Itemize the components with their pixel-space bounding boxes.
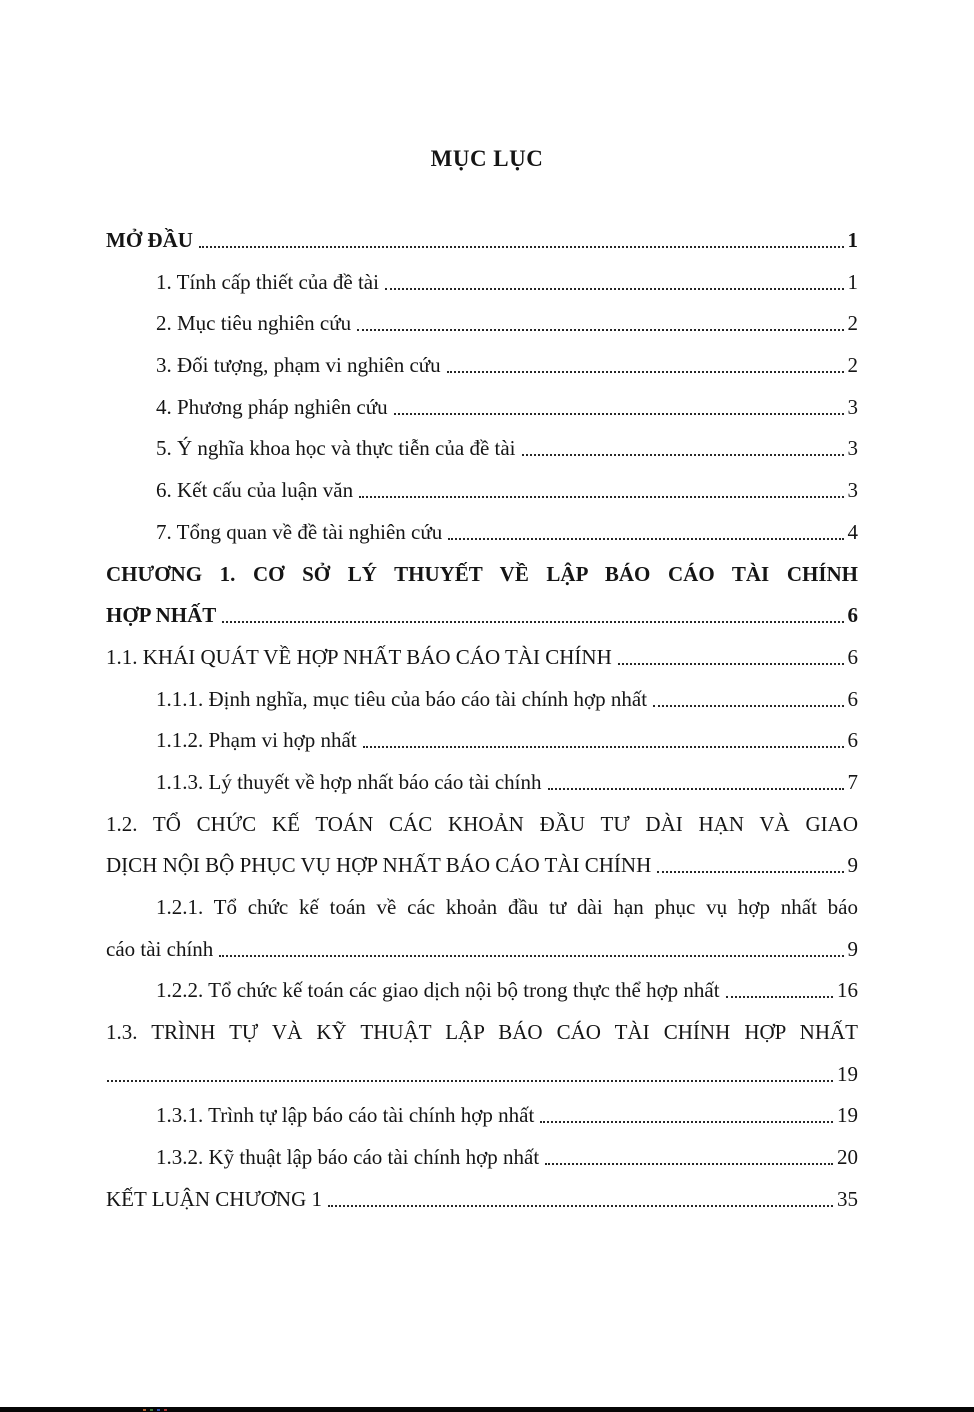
page-number: 3 <box>847 394 858 419</box>
dot-leader <box>657 871 843 873</box>
entry-text: 1.3.1. Trình tự lập báo cáo tài chính hợp nhất <box>156 1103 535 1128</box>
toc-entry-1-2-1-line2 <box>106 929 858 971</box>
dot-leader <box>548 788 844 790</box>
toc-entry-2 <box>106 303 858 345</box>
page-number: 9 <box>847 853 858 878</box>
toc-entry-5 <box>106 428 858 470</box>
dot-leader <box>222 621 843 623</box>
entry-text: 3. Đối tượng, phạm vi nghiên cứu <box>156 353 441 378</box>
entry-text: MỞ ĐẦU <box>106 228 193 252</box>
entry-text: 5. Ý nghĩa khoa học và thực tiễn của đề tài <box>156 436 516 461</box>
entry-text: 2. Mục tiêu nghiên cứu <box>156 311 352 336</box>
page-number: 6 <box>847 603 858 628</box>
entry-text: 1. Tính cấp thiết của đề tài <box>156 269 379 294</box>
toc-entry-1-3-1 <box>106 1095 858 1137</box>
entry-text: 7. Tổng quan về đề tài nghiên cứu <box>156 519 443 544</box>
entry-text: 1.1. KHÁI QUÁT VỀ HỢP NHẤT BÁO CÁO TÀI CHÍNH <box>106 644 612 669</box>
page-number: 4 <box>847 519 858 544</box>
entry-text: DỊCH NỘI BỘ PHỤC VỤ HỢP NHẤT BÁO CÁO TÀI CHÍNH <box>106 853 652 878</box>
toc-entry-1-1-2 <box>106 720 858 762</box>
dot-leader <box>363 746 844 748</box>
page-number: 2 <box>847 353 858 378</box>
page-number: 1 <box>847 269 858 294</box>
entry-text: HỢP NHẤT <box>106 603 217 628</box>
entry-text: 1.1.1. Định nghĩa, mục tiêu của báo cáo tài chính hợp nhất <box>156 686 648 711</box>
entry-text: KẾT LUẬN CHƯƠNG 1 <box>106 1186 322 1211</box>
entry-text: 1.2.2. Tổ chức kế toán các giao dịch nội bộ trong thực thể hợp nhất <box>156 978 720 1003</box>
page-number: 3 <box>847 436 858 461</box>
entry-text: 4. Phương pháp nghiên cứu <box>156 394 388 419</box>
entry-text: 1.1.3. Lý thuyết về hợp nhất báo cáo tài chính <box>156 769 542 794</box>
page-number: 9 <box>847 936 858 961</box>
table-of-contents <box>106 220 858 1221</box>
entry-text: 1.1.2. Phạm vi hợp nhất <box>156 728 357 753</box>
dot-leader <box>522 454 844 456</box>
bottom-bar-speck <box>157 1409 160 1411</box>
dot-leader <box>447 371 844 373</box>
dot-leader <box>394 413 844 415</box>
toc-entry-chuong1-line1: CHƯƠNG 1. CƠ SỞ LÝ THUYẾT VỀ LẬP BÁO CÁO TÀI CHÍNH <box>106 561 858 586</box>
page-number: 3 <box>847 478 858 503</box>
toc-entry-1-2-line1: 1.2. TỔ CHỨC KẾ TOÁN CÁC KHOẢN ĐẦU TƯ DÀI HẠN VÀ GIAO <box>106 811 858 836</box>
toc-entry-1-3-line1: 1.3. TRÌNH TỰ VÀ KỸ THUẬT LẬP BÁO CÁO TÀI CHÍNH HỢP NHẤT <box>106 1020 858 1045</box>
page-number: 2 <box>847 311 858 336</box>
toc-entry-6 <box>106 470 858 512</box>
dot-leader <box>357 329 843 331</box>
dot-leader <box>385 288 844 290</box>
bottom-bar-speck <box>150 1409 153 1411</box>
dot-leader <box>199 246 844 248</box>
toc-entry-1-3-line2 <box>106 1054 858 1096</box>
toc-entry-1-3-2 <box>106 1137 858 1179</box>
entry-text: 6. Kết cấu của luận văn <box>156 478 354 503</box>
page-number: 6 <box>847 644 858 669</box>
entry-text: cáo tài chính <box>106 936 214 961</box>
bottom-bar-speck <box>143 1409 146 1411</box>
page-number: 1 <box>847 228 858 252</box>
toc-entry-7 <box>106 512 858 554</box>
dot-leader <box>618 663 844 665</box>
toc-entry-chuong1-line2 <box>106 595 858 637</box>
page-title: MỤC LỤC <box>430 146 544 171</box>
toc-entry-1 <box>106 262 858 304</box>
dot-leader <box>545 1163 833 1165</box>
page-number: 6 <box>847 728 858 753</box>
dot-leader <box>653 705 843 707</box>
toc-entry-1-2-1-line1: 1.2.1. Tổ chức kế toán về các khoản đầu tư dài hạn phục vụ hợp nhất báo <box>156 895 858 919</box>
page-number: 19 <box>837 1061 858 1086</box>
entry-text: 1.3.2. Kỹ thuật lập báo cáo tài chính hợp nhất <box>156 1145 540 1170</box>
dot-leader <box>359 496 843 498</box>
page-number: 19 <box>837 1103 858 1128</box>
toc-entry-1-1-3 <box>106 762 858 804</box>
dot-leader <box>448 538 843 540</box>
dot-leader <box>219 955 843 957</box>
toc-entry-1-2-line2 <box>106 845 858 887</box>
dot-leader <box>540 1121 833 1123</box>
page-number: 35 <box>837 1186 858 1211</box>
dot-leader <box>328 1205 833 1207</box>
toc-entry-3 <box>106 345 858 387</box>
page-number: 16 <box>837 978 858 1003</box>
page-number: 7 <box>847 769 858 794</box>
toc-entry-1-1-1 <box>106 679 858 721</box>
toc-entry-1-1 <box>106 637 858 679</box>
bottom-bar <box>0 1407 974 1412</box>
dot-leader <box>107 1080 833 1082</box>
page-number: 6 <box>847 686 858 711</box>
page-number: 20 <box>837 1145 858 1170</box>
bottom-bar-speck <box>164 1409 167 1411</box>
toc-entry-4 <box>106 387 858 429</box>
toc-entry-1-2-2 <box>106 970 858 1012</box>
toc-entry-mo-dau <box>106 220 858 262</box>
dot-leader <box>726 996 833 998</box>
toc-entry-ket-luan-chuong-1 <box>106 1179 858 1221</box>
